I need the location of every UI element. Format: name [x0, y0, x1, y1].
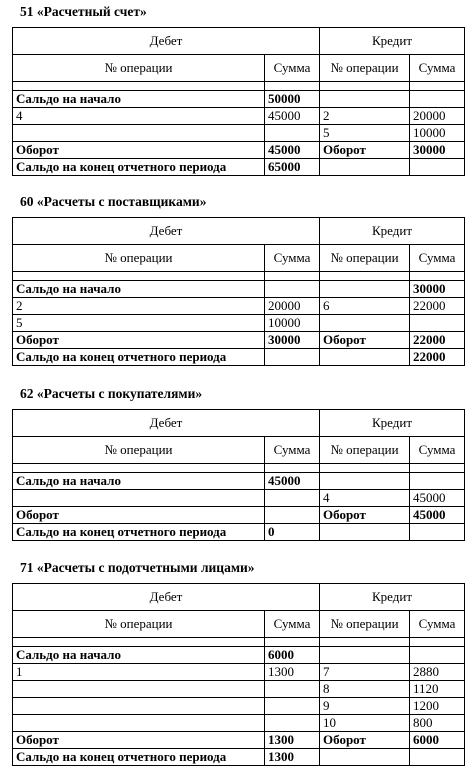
closing-credit-op: [320, 159, 410, 176]
credit-sum: 20000: [410, 108, 465, 125]
credit-header: Кредит: [320, 410, 465, 437]
closing-balance-row: [13, 159, 465, 176]
turnover-debit-value: 1300: [265, 732, 320, 749]
debit-sum-column-header: Сумма: [265, 611, 320, 638]
opening-balance-label: Сальдо на начало: [13, 473, 265, 490]
closing-credit-value: [410, 524, 465, 541]
spacer-row: [13, 272, 465, 281]
opening-credit-value: [410, 91, 465, 108]
credit-header: Кредит: [320, 28, 465, 55]
opening-balance-row: [13, 473, 465, 490]
credit-op-column-header: № операции: [320, 437, 410, 464]
credit-sum-column-header: Сумма: [410, 55, 465, 82]
opening-balance-row: [13, 281, 465, 298]
closing-balance-row: [13, 524, 465, 541]
turnover-debit-value: 30000: [265, 332, 320, 349]
credit-op: 4: [320, 490, 410, 507]
debit-header: Дебет: [13, 584, 320, 611]
credit-sum: 10000: [410, 125, 465, 142]
account-table: [12, 409, 465, 541]
debit-sum: 20000: [265, 298, 320, 315]
closing-balance-label: Сальдо на конец отчетного периода: [13, 159, 265, 176]
debit-op: 1: [13, 664, 265, 681]
opening-credit-op: [320, 91, 410, 108]
debit-sum: 45000: [265, 108, 320, 125]
debit-op: 2: [13, 298, 265, 315]
debit-sum-column-header: Сумма: [265, 437, 320, 464]
closing-debit-value: 1300: [265, 749, 320, 766]
credit-op: 7: [320, 664, 410, 681]
opening-credit-op: [320, 473, 410, 490]
credit-sum: 1200: [410, 698, 465, 715]
credit-op: 2: [320, 108, 410, 125]
credit-op: 6: [320, 298, 410, 315]
turnover-credit-value: 6000: [410, 732, 465, 749]
turnover-credit-value: 22000: [410, 332, 465, 349]
debit-op: 5: [13, 315, 265, 332]
credit-sum-column-header: Сумма: [410, 437, 465, 464]
debit-sum-column-header: Сумма: [265, 245, 320, 272]
turnover-debit-value: [265, 507, 320, 524]
closing-credit-op: [320, 524, 410, 541]
turnover-debit-label: Оборот: [13, 507, 265, 524]
turnover-credit-label: Оборот: [320, 507, 410, 524]
opening-credit-op: [320, 647, 410, 664]
opening-balance-label: Сальдо на начало: [13, 281, 265, 298]
closing-balance-row: [13, 749, 465, 766]
opening-balance-row: [13, 647, 465, 664]
turnover-credit-label: Оборот: [320, 332, 410, 349]
entry-row: [13, 664, 465, 681]
closing-balance-label: Сальдо на конец отчетного периода: [13, 349, 265, 366]
debit-sum: [265, 125, 320, 142]
opening-balance-label: Сальдо на начало: [13, 91, 265, 108]
turnover-debit-value: 45000: [265, 142, 320, 159]
debit-header: Дебет: [13, 410, 320, 437]
credit-op-column-header: № операции: [320, 245, 410, 272]
credit-op: 5: [320, 125, 410, 142]
debit-sum: [265, 715, 320, 732]
debit-header: Дебет: [13, 218, 320, 245]
closing-debit-value: [265, 349, 320, 366]
debit-op: [13, 681, 265, 698]
credit-sum-column-header: Сумма: [410, 245, 465, 272]
debit-op-column-header: № операции: [13, 611, 265, 638]
closing-credit-op: [320, 749, 410, 766]
account-table: [12, 217, 465, 366]
closing-debit-value: 0: [265, 524, 320, 541]
closing-credit-value: [410, 749, 465, 766]
closing-balance-label: Сальдо на конец отчетного периода: [13, 524, 265, 541]
debit-op: [13, 490, 265, 507]
entry-row: [13, 315, 465, 332]
debit-op-column-header: № операции: [13, 55, 265, 82]
account-table: [12, 583, 465, 766]
opening-debit-value: 50000: [265, 91, 320, 108]
opening-debit-value: 6000: [265, 647, 320, 664]
turnover-row: [13, 732, 465, 749]
debit-op-column-header: № операции: [13, 437, 265, 464]
credit-sum: 2880: [410, 664, 465, 681]
debit-sum: 1300: [265, 664, 320, 681]
entry-row: [13, 681, 465, 698]
spacer-row: [13, 464, 465, 473]
debit-sum-column-header: Сумма: [265, 55, 320, 82]
closing-credit-value: [410, 159, 465, 176]
closing-balance-label: Сальдо на конец отчетного периода: [13, 749, 265, 766]
turnover-debit-label: Оборот: [13, 732, 265, 749]
credit-sum-column-header: Сумма: [410, 611, 465, 638]
closing-credit-op: [320, 349, 410, 366]
opening-balance-row: [13, 91, 465, 108]
turnover-credit-value: 45000: [410, 507, 465, 524]
entry-row: [13, 125, 465, 142]
entry-row: [13, 490, 465, 507]
opening-balance-label: Сальдо на начало: [13, 647, 265, 664]
turnover-row: [13, 332, 465, 349]
debit-op: [13, 125, 265, 142]
account-title: 71 «Расчеты с подотчетными лицами»: [20, 560, 255, 575]
spacer-row: [13, 82, 465, 91]
turnover-credit-label: Оборот: [320, 732, 410, 749]
credit-sum: 22000: [410, 298, 465, 315]
closing-credit-value: 22000: [410, 349, 465, 366]
entry-row: [13, 698, 465, 715]
credit-sum: [410, 315, 465, 332]
credit-header: Кредит: [320, 218, 465, 245]
opening-credit-op: [320, 281, 410, 298]
credit-sum: 1120: [410, 681, 465, 698]
debit-op: [13, 698, 265, 715]
credit-op: 9: [320, 698, 410, 715]
debit-op: [13, 715, 265, 732]
credit-op: 10: [320, 715, 410, 732]
opening-debit-value: [265, 281, 320, 298]
debit-sum: [265, 490, 320, 507]
credit-op-column-header: № операции: [320, 611, 410, 638]
debit-op-column-header: № операции: [13, 245, 265, 272]
closing-balance-row: [13, 349, 465, 366]
opening-credit-value: 30000: [410, 281, 465, 298]
opening-debit-value: 45000: [265, 473, 320, 490]
credit-sum: 800: [410, 715, 465, 732]
turnover-debit-label: Оборот: [13, 332, 265, 349]
credit-op: 8: [320, 681, 410, 698]
account-table: [12, 27, 465, 176]
turnover-row: [13, 507, 465, 524]
debit-sum: [265, 698, 320, 715]
account-title: 60 «Расчеты с поставщиками»: [20, 194, 207, 209]
credit-header: Кредит: [320, 584, 465, 611]
debit-header: Дебет: [13, 28, 320, 55]
debit-sum: 10000: [265, 315, 320, 332]
account-title: 62 «Расчеты с покупателями»: [20, 386, 203, 401]
opening-credit-value: [410, 473, 465, 490]
opening-credit-value: [410, 647, 465, 664]
entry-row: [13, 715, 465, 732]
turnover-credit-value: 30000: [410, 142, 465, 159]
entry-row: [13, 298, 465, 315]
spacer-row: [13, 638, 465, 647]
credit-sum: 45000: [410, 490, 465, 507]
debit-sum: [265, 681, 320, 698]
credit-op: [320, 315, 410, 332]
turnover-row: [13, 142, 465, 159]
entry-row: [13, 108, 465, 125]
closing-debit-value: 65000: [265, 159, 320, 176]
turnover-debit-label: Оборот: [13, 142, 265, 159]
turnover-credit-label: Оборот: [320, 142, 410, 159]
credit-op-column-header: № операции: [320, 55, 410, 82]
debit-op: 4: [13, 108, 265, 125]
account-title: 51 «Расчетный счет»: [20, 4, 147, 19]
